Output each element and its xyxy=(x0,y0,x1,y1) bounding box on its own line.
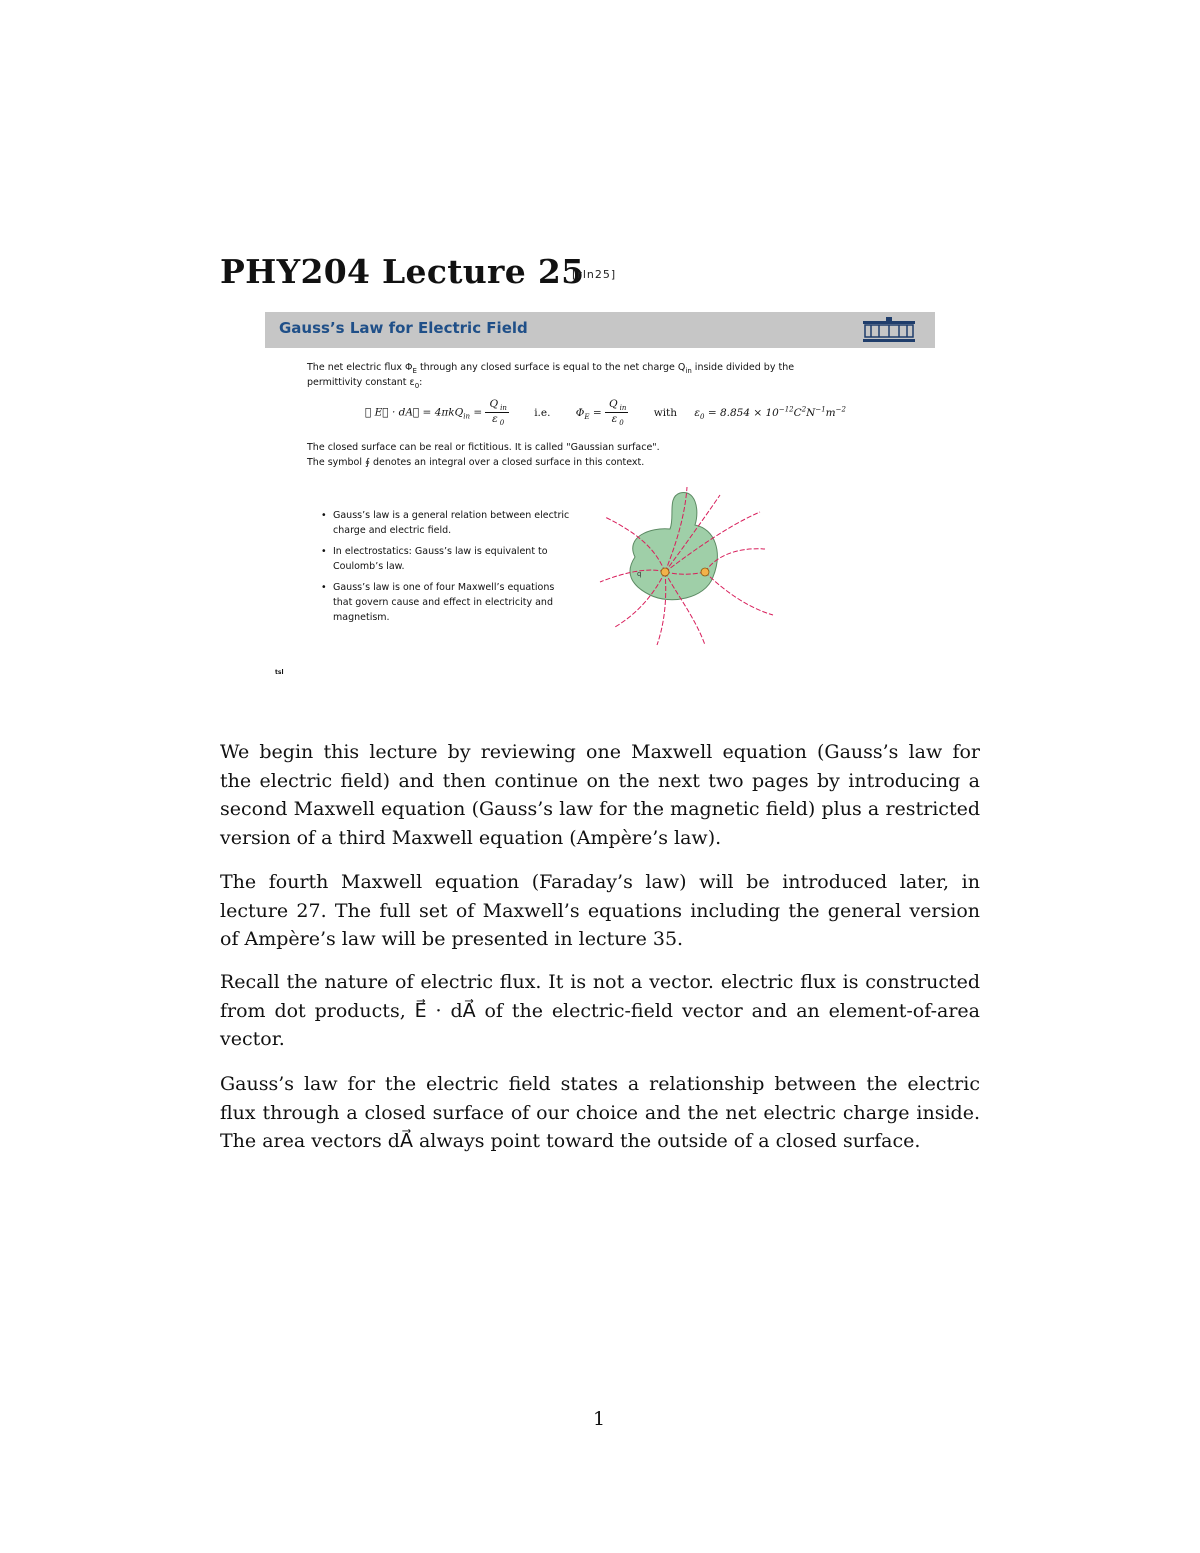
text-line: The area vectors dA⃗ always point toward the outside of a closed surface. xyxy=(220,1130,921,1152)
paragraph-1 xyxy=(220,738,980,852)
slide-image xyxy=(265,312,935,687)
slide-title: Gauss’s Law for Electric Field xyxy=(279,319,528,337)
paragraph-4 xyxy=(220,1070,980,1156)
title-tag: [rln25] xyxy=(572,268,617,281)
text-line: lecture 27. The full set of Maxwell’s equations including the general version xyxy=(220,899,980,922)
text-line: The fourth Maxwell equation (Faraday’s law) will be introduced later, in xyxy=(220,871,980,893)
slide-intro-line2: permittivity constant $\varepsilon_0$: xyxy=(307,377,423,390)
text-line: the electric field) and then continue on the next two pages by introducing a xyxy=(220,769,980,792)
slide-footer: tsl xyxy=(275,669,284,676)
university-logo-icon xyxy=(861,315,917,345)
text-line: version of a third Maxwell equation (Ampère’s law). xyxy=(220,826,722,849)
closed-surface-line2: The symbol ∮ denotes an integral over a closed surface in this context. xyxy=(307,457,645,468)
text-line: vector. xyxy=(220,1028,285,1050)
gaussian-surface-shape xyxy=(630,492,717,599)
charge-label: q xyxy=(637,570,642,578)
text-line: Recall the nature of electric flux. It is not a vector. electric flux is constructed xyxy=(220,971,980,993)
slide-header xyxy=(265,312,935,348)
paragraph-3 xyxy=(220,968,980,1054)
text-line: flux through a closed surface of our choice and the net electric charge inside. xyxy=(220,1101,980,1124)
gauss-law-equation: ∮ E⃗ · dA⃗ = 4πkQ$_{in}$ = $\frac{Q _{in}}{\varepsilon _0}$ i.e. $\Phi_E$ = $\frac{Q _{in}}{\varepsilon _0}$ with $\varepsilon_0 = 8.854 \times 10^{-12}C^2N^{-1}m^{-2}$ xyxy=(365,398,846,428)
bullet-item: • Gauss’s law is a general relation between electric charge and electric field. xyxy=(321,510,570,536)
slide-bullet-list xyxy=(321,508,571,631)
page-number: 1 xyxy=(593,1408,606,1430)
page-title: PHY204 Lecture 25 xyxy=(220,252,585,291)
bullet-item: • Gauss’s law is one of four Maxwell’s equations that govern cause and effect in electricity and magnetism. xyxy=(321,582,555,623)
charge-q2 xyxy=(701,568,709,576)
text-line: Gauss’s law for the electric field states a relationship between the electric xyxy=(220,1073,980,1095)
slide-intro-line1: The net electric flux $\Phi_E$ through any closed surface is equal to the net charge $Q_{in}$ inside divided by the xyxy=(307,362,795,375)
closed-surface-line1: The closed surface can be real or fictitious. It is called "Gaussian surface". xyxy=(307,442,660,453)
text-line: We begin this lecture by reviewing one Maxwell equation (Gauss’s law for xyxy=(220,741,980,763)
text-line: from dot products, E⃗ · dA⃗ of the electric-field vector and an element-of-area xyxy=(220,999,980,1022)
text-line: second Maxwell equation (Gauss’s law for the magnetic field) plus a restricted xyxy=(220,798,980,820)
bullet-item: • In electrostatics: Gauss’s law is equivalent to Coulomb’s law. xyxy=(321,546,548,572)
charge-q1 xyxy=(661,568,669,576)
text-line: of Ampère’s law will be presented in lecture 35. xyxy=(220,928,684,950)
gaussian-surface-figure xyxy=(595,487,775,647)
paragraph-2 xyxy=(220,868,980,954)
